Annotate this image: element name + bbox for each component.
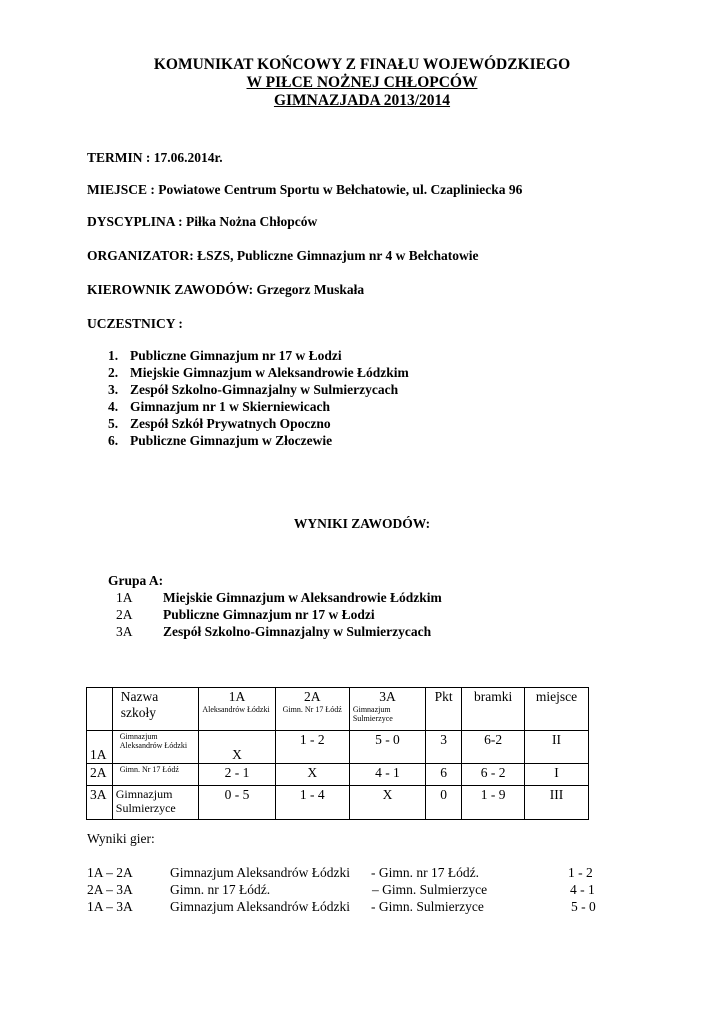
row-name: Gimnazjum Sulmierzyce <box>112 786 199 820</box>
participant-item <box>108 433 332 449</box>
row-bramki: 1 - 9 <box>462 786 525 820</box>
game-home: Gimn. nr 17 Łódź. <box>170 882 271 897</box>
kierownik: KIEROWNIK ZAWODÓW: Grzegorz Muskała <box>87 282 365 297</box>
termin: TERMIN : 17.06.2014r. <box>87 150 223 165</box>
row-bramki: 6-2 <box>462 731 525 764</box>
row-v1: X <box>199 731 275 764</box>
table-header-row <box>87 688 589 731</box>
group-label: Grupa A: <box>108 573 164 588</box>
game-score: 1 - 2 <box>568 865 593 880</box>
row-name: Gimnazjum Aleksandrów Łódzki <box>112 731 199 764</box>
row-miejsce: II <box>525 731 589 764</box>
row-miejsce: I <box>525 764 589 786</box>
row-v3: 4 - 1 <box>349 764 425 786</box>
title-line-2: W PIŁCE NOŻNEJ CHŁOPCÓW <box>246 74 478 91</box>
group-team <box>116 624 431 640</box>
table-header-nazwa: Nazwa szkoły <box>112 688 199 731</box>
participant-name: Zespół Szkół Prywatnych Opoczno <box>130 416 331 431</box>
participant-name: Miejskie Gimnazjum w Aleksandrowie Łódzkim <box>130 365 409 380</box>
table-row <box>87 764 589 786</box>
title-line-1: KOMUNIKAT KOŃCOWY Z FINAŁU WOJEWÓDZKIEGO <box>153 56 571 73</box>
participant-item <box>108 382 398 398</box>
title-line-3: GIMNAZJADA 2013/2014 <box>273 92 451 109</box>
group-team-name: Miejskie Gimnazjum w Aleksandrowie Łódzkim <box>163 590 442 605</box>
row-pkt: 6 <box>426 764 462 786</box>
participant-item <box>108 399 330 415</box>
row-pkt: 3 <box>426 731 462 764</box>
group-team-name: Zespół Szkolno-Gimnazjalny w Sulmierzycach <box>163 624 432 639</box>
participant-num: 5. <box>108 416 119 431</box>
game-away: - Gimn. nr 17 Łódź. <box>371 865 479 880</box>
game-pair: 1A – 3A <box>87 899 133 914</box>
table-header-1a: 1A Aleksandrów Łódzki <box>199 688 275 731</box>
game-pair: 2A – 3A <box>87 882 133 897</box>
table-header-miejsce: miejsce <box>525 688 589 731</box>
group-team-code: 2A <box>116 607 133 622</box>
participant-item <box>108 348 342 364</box>
participant-num: 6. <box>108 433 119 448</box>
group-team-code: 1A <box>116 590 133 605</box>
miejsce: MIEJSCE : Powiatowe Centrum Sportu w Bełchatowie, ul. Czapliniecka 96 <box>87 182 523 197</box>
row-v2: X <box>275 764 349 786</box>
table-header-pkt: Pkt <box>426 688 462 731</box>
participant-item <box>108 365 409 381</box>
participant-name: Zespół Szkolno-Gimnazjalny w Sulmierzycach <box>130 382 399 397</box>
row-v2: 1 - 2 <box>275 731 349 764</box>
results-table <box>86 687 589 820</box>
participant-num: 1. <box>108 348 119 363</box>
participant-num: 2. <box>108 365 119 380</box>
table-header-empty <box>87 688 113 731</box>
dyscyplina: DYSCYPLINA : Piłka Nożna Chłopców <box>87 214 318 229</box>
row-miejsce: III <box>525 786 589 820</box>
row-v2: 1 - 4 <box>275 786 349 820</box>
game-pair: 1A – 2A <box>87 865 133 880</box>
row-v3: X <box>349 786 425 820</box>
game-home: Gimnazjum Aleksandrów Łódzki <box>170 865 350 880</box>
row-v1: 2 - 1 <box>199 764 275 786</box>
group-team <box>116 607 375 623</box>
group-team-name: Publiczne Gimnazjum nr 17 w Łodzi <box>163 607 375 622</box>
table-header-3a: 3A Gimnazjum Sulmierzyce <box>349 688 425 731</box>
row-pkt: 0 <box>426 786 462 820</box>
participant-name: Publiczne Gimnazjum nr 17 w Łodzi <box>130 348 342 363</box>
row-v3: 5 - 0 <box>349 731 425 764</box>
group-team <box>116 590 442 606</box>
participant-item <box>108 416 331 432</box>
game-score: 4 - 1 <box>570 882 595 897</box>
group-team-code: 3A <box>116 624 133 639</box>
participant-num: 4. <box>108 399 119 414</box>
table-header-bramki: bramki <box>462 688 525 731</box>
participant-num: 3. <box>108 382 119 397</box>
participant-name: Publiczne Gimnazjum w Złoczewie <box>130 433 333 448</box>
row-code: 2A <box>87 764 113 786</box>
row-bramki: 6 - 2 <box>462 764 525 786</box>
uczestnicy-label: UCZESTNICY : <box>87 316 183 331</box>
games-label: Wyniki gier: <box>87 831 155 846</box>
row-code: 1A <box>87 731 113 764</box>
table-header-2a: 2A Gimn. Nr 17 Łódź <box>275 688 349 731</box>
row-code: 3A <box>87 786 113 820</box>
game-away: – Gimn. Sulmierzyce <box>372 882 488 897</box>
row-v1: 0 - 5 <box>199 786 275 820</box>
participant-name: Gimnazjum nr 1 w Skierniewicach <box>130 399 330 414</box>
table-row <box>87 786 589 820</box>
game-away: - Gimn. Sulmierzyce <box>371 899 484 914</box>
game-score: 5 - 0 <box>571 899 596 914</box>
organizator: ORGANIZATOR: ŁSZS, Publiczne Gimnazjum nr 4 w Bełchatowie <box>87 248 479 263</box>
game-home: Gimnazjum Aleksandrów Łódzki <box>170 899 350 914</box>
table-row <box>87 731 589 764</box>
row-name: Gimn. Nr 17 Łódź <box>112 764 199 786</box>
results-title: WYNIKI ZAWODÓW: <box>293 516 431 531</box>
